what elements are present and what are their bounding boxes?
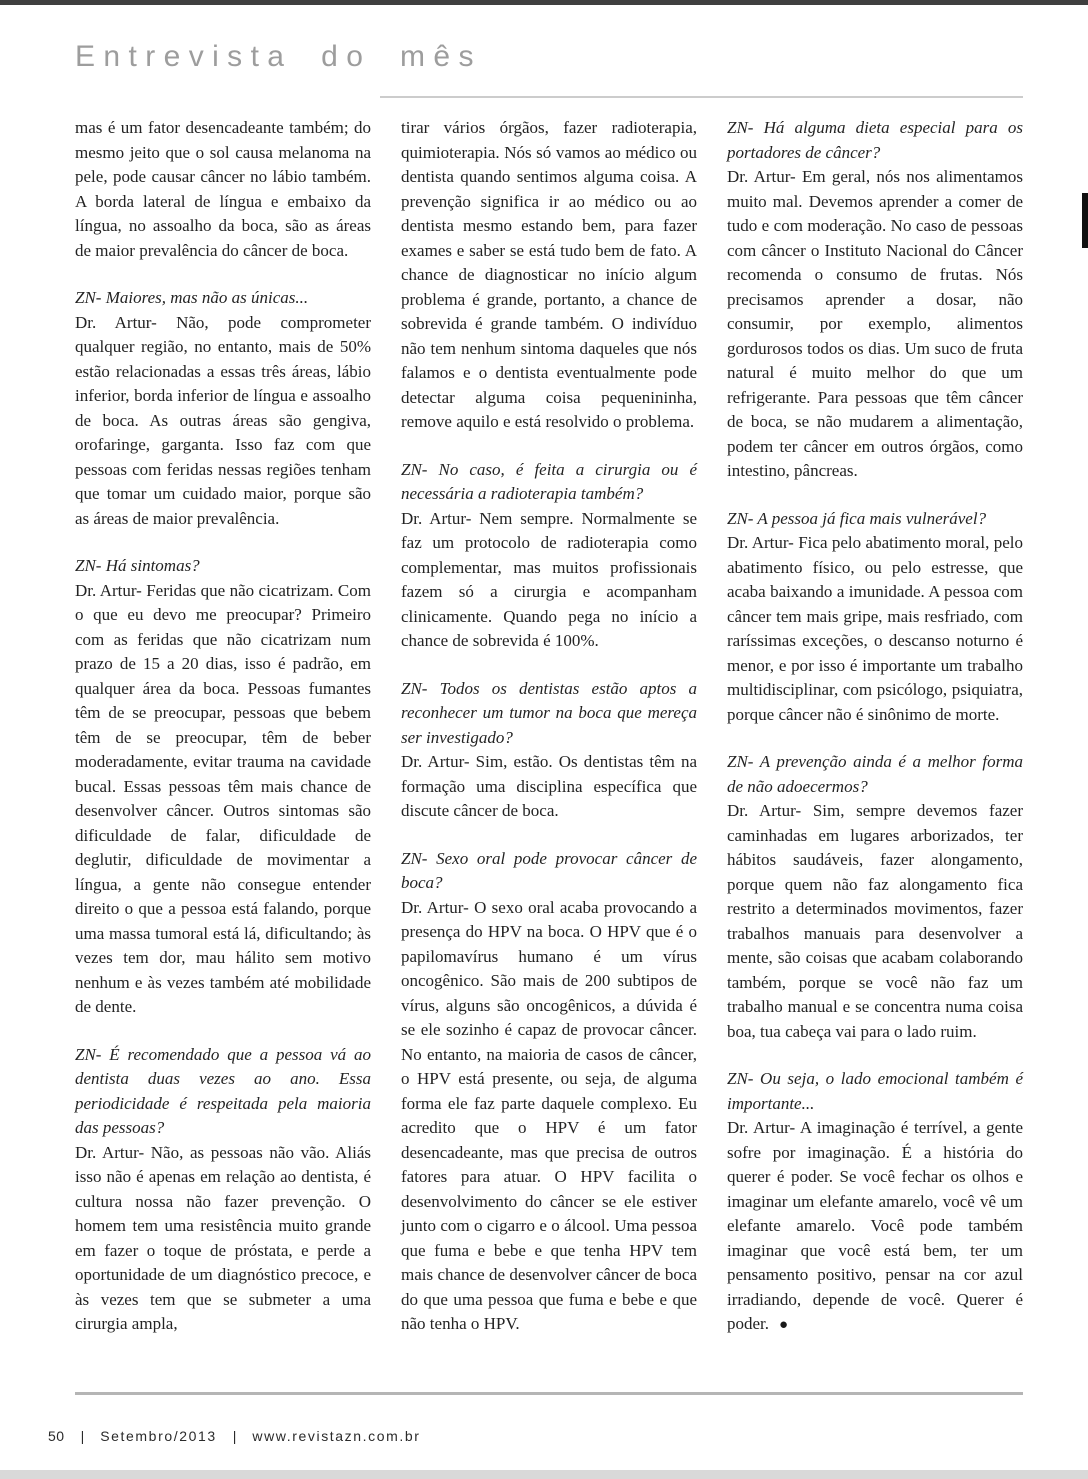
- question-heading: ZN- Todos os dentistas estão aptos a reconhecer um tumor na boca que mereça ser investigado?: [401, 678, 697, 747]
- answer-paragraph: Dr. Artur- Fica pelo abatimento moral, pelo abatimento físico, ou pelo estresse, que acaba baixando a imunidade. A pessoa com câncer tem mais gripe, mais resfriado, com raríssimas exceções, o descanso noturno é menor, e por isso é importante um trabalho multidisciplinar, com psicólogo, psiquiatra, porque câncer não é sinônimo de morte.: [727, 533, 1023, 724]
- footer-rule: [75, 1392, 1023, 1395]
- answer-paragraph: Dr. Artur- Não, as pessoas não vão. Aliás isso não é apenas em relação ao dentista, é cultura nossa não fazer prevenção. O homem tem uma resistência muito grande em fazer o toque de próstata, e perde a oportunidade de um diagnóstico precoce, e às vezes tem que se submeter a uma cirurgia ampla,: [75, 1142, 371, 1333]
- question-heading: ZN- A prevenção ainda é a melhor forma de não adoecermos?: [727, 752, 1023, 796]
- question-heading: ZN- Ou seja, o lado emocional também é importante...: [727, 1069, 1023, 1113]
- footer-separator: |: [80, 1428, 85, 1444]
- question-heading: ZN- Há sintomas?: [75, 556, 200, 575]
- interview-article: [75, 116, 1023, 1386]
- page-title: Entrevista do mês: [75, 40, 482, 73]
- page-number: 50: [48, 1428, 65, 1444]
- article-column-2: [401, 116, 697, 1386]
- answer-paragraph: Dr. Artur- Sim, estão. Os dentistas têm na formação uma disciplina específica que discute câncer de boca.: [401, 752, 697, 820]
- answer-paragraph: Dr. Artur- Feridas que não cicatrizam. Com o que eu devo me preocupar? Primeiro com as feridas que não cicatrizam num prazo de 15 a 20 dias, isso é padrão, em qualquer área da boca. Pessoas fumantes têm de se preocupar, pessoas que bebem têm de se preocupar, têm de beber moderadamente, evitar trauma na cavidade bucal. Essas pessoas têm mais chance de desenvolver câncer. Outros sintomas são dificuldade de falar, dificuldade de deglutir, dificuldade de movimentar a língua, a gente não consegue entender direito o que a pessoa está falando, porque uma massa tumoral está lá, dificultando; às vezes tem dor, mau hálito sem motivo nenhum e às vezes também até mobilidade de dente.: [75, 580, 371, 1016]
- end-of-article-mark: ●: [779, 1317, 789, 1333]
- page-header: [75, 40, 482, 74]
- question-heading: ZN- No caso, é feita a cirurgia ou é necessária a radioterapia também?: [401, 459, 697, 503]
- answer-paragraph: Dr. Artur- O sexo oral acaba provocando a presença do HPV na boca. O HPV que é o papilomavírus humano é um vírus oncogênico. São mais de 200 subtipos de vírus, alguns são oncogênicos, a dúvida é se ele sozinho é capaz de provocar câncer. No entanto, na maioria de casos de câncer, o HPV está presente, ou seja, de alguma forma ele faz parte daquele complexo. Eu acredito que o HPV é um fator desencadeante, mas que precisa de outros fatores para atuar. O HPV facilita o desenvolvimento do câncer se ele estiver junto com o cigarro e o álcool. Uma pessoa que fuma e bebe e que tenha HPV tem mais chance de desenvolver câncer de boca do que uma pessoa que fuma e bebe e que não tenha o HPV.: [401, 897, 697, 1333]
- question-heading: ZN- É recomendado que a pessoa vá ao dentista duas vezes ao ano. Essa periodicidade é respeitada pela maioria das pessoas?: [75, 1044, 371, 1137]
- answer-paragraph: mas é um fator desencadeante também; do mesmo jeito que o sol causa melanoma na pele, pode causar câncer no lábio também. A borda lateral de língua e embaixo da língua, no assoalho da boca, são as áreas de maior prevalência do câncer de boca.: [75, 118, 371, 260]
- article-column-1: [75, 116, 371, 1386]
- answer-paragraph: tirar vários órgãos, fazer radioterapia, quimioterapia. Nós só vamos ao médico ou dentista quando sentimos alguma coisa. A prevenção significa ir ao médico ou ao dentista mesmo estando bem, para fazer exames e saber se está tudo bem de fato. A chance de diagnosticar no início algum problema é grande, portanto, a chance de sobrevida é grande também. O indivíduo não tem nenhum sintoma daqueles que nós falamos e o dentista eventualmente pode detectar alguma coisa pequenininha, remove aquilo e está resolvido o problema.: [401, 118, 697, 431]
- article-column-3: [727, 116, 1023, 1386]
- website-url: www.revistazn.com.br: [252, 1428, 421, 1444]
- answer-paragraph: Dr. Artur- Nem sempre. Normalmente se faz um protocolo de radioterapia como complementar, mas muitos profissionais fazem só a cirurgia e acompanham clinicamente. Quando pega no início a chance de sobrevida é 100%.: [401, 508, 697, 650]
- answer-paragraph: Dr. Artur- Em geral, nós nos alimentamos muito mal. Devemos aprender a comer de tudo e com moderação. No caso de pessoas com câncer o Instituto Nacional do Câncer recomenda o consumo de frutas. Nós precisamos aprender a dosar, não consumir, por exemplo, alimentos gordurosos todos os dias. Um suco de fruta natural é muito melhor do que um refrigerante. Para pessoas que têm câncer de boca, se não mudarem a alimentação, podem ter câncer em outros órgãos, como intestino, pâncreas.: [727, 167, 1023, 480]
- answer-paragraph: [727, 1116, 1023, 1338]
- question-heading: ZN- A pessoa já fica mais vulnerável?: [727, 508, 987, 528]
- header-rule: [380, 96, 1023, 98]
- question-heading: ZN- Sexo oral pode provocar câncer de boca?: [401, 848, 697, 892]
- scan-bottom-edge: [0, 1470, 1088, 1479]
- question-heading: ZN- Maiores, mas não as únicas...: [75, 288, 309, 307]
- page-footer: [48, 1428, 421, 1444]
- scan-top-edge: [0, 0, 1088, 5]
- answer-paragraph: Dr. Artur- Não, pode comprometer qualquer região, no entanto, mais de 50% estão relacionadas a essas três áreas, lábio inferior, borda inferior de língua e assoalho de boca. As outras áreas são gengiva, orofaringe, garganta. Isso faz com que pessoas com feridas nessas regiões tenham que tomar um cuidado maior, porque são as áreas de maior prevalência.: [75, 312, 371, 528]
- question-heading: ZN- Há alguma dieta especial para os portadores de câncer?: [727, 118, 1023, 162]
- scan-right-edge-mark: [1082, 193, 1088, 248]
- issue-date: Setembro/2013: [100, 1428, 217, 1444]
- answer-text: Dr. Artur- A imaginação é terrível, a gente sofre por imaginação. É a história do querer é poder. Se você fechar os olhos e imaginar um elefante amarelo, você vê um elefante amarelo. Você pode também imaginar que você está bem, ter um pensamento positivo, pensar na cor azul irradiando, depende de você. Querer é poder.: [727, 1118, 1023, 1333]
- footer-separator: |: [232, 1428, 237, 1444]
- answer-paragraph: Dr. Artur- Sim, sempre devemos fazer caminhadas em lugares arborizados, ter hábitos saudáveis, fazer alongamento, porque quem não faz alongamento fica restrito a determinados movimentos, fazer trabalhos manuais para desenvolver a mente, são coisas que acabam colaborando também, porque se você não faz um trabalho manual e se concentra numa coisa boa, tua cabeça vai para o lado ruim.: [727, 801, 1023, 1041]
